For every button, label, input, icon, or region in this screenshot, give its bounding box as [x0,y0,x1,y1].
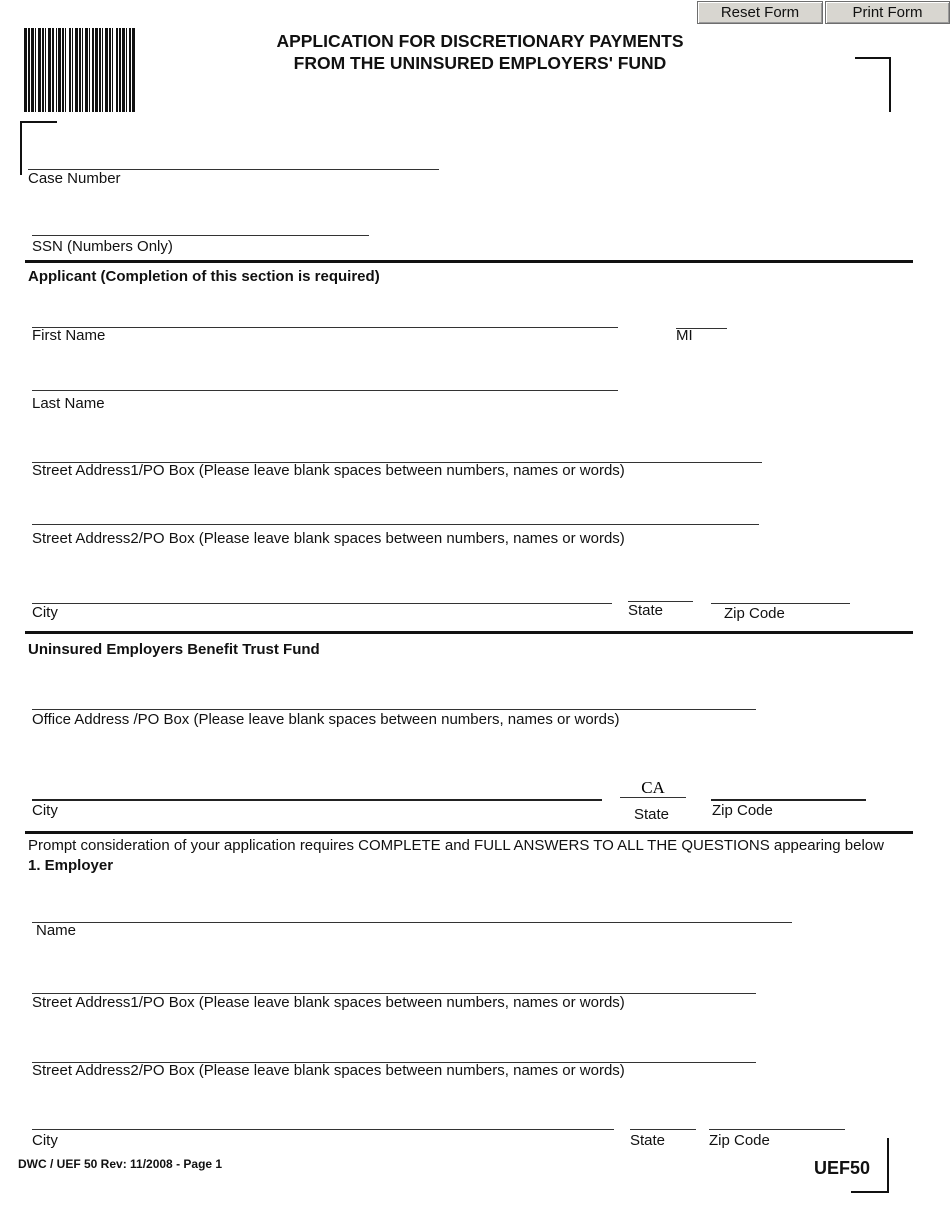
print-form-button[interactable]: Print Form [825,1,950,24]
fund-zip-label: Zip Code [712,802,773,819]
employer-zip-input[interactable] [709,1110,845,1130]
form-revision-footer: DWC / UEF 50 Rev: 11/2008 - Page 1 [18,1157,223,1171]
form-title-line1: APPLICATION FOR DISCRETIONARY PAYMENTS [276,31,684,51]
employer-street1-input[interactable] [32,974,756,994]
employer-street2-input[interactable] [32,1043,756,1063]
form-id-footer: UEF50 [814,1158,871,1178]
ssn-label: SSN (Numbers Only) [32,238,173,255]
section-divider [25,260,913,263]
employer-city-label: City [32,1132,58,1149]
reset-form-button[interactable]: Reset Form [697,1,823,24]
first-name-label: First Name [32,327,106,344]
applicant-state-input[interactable] [628,582,693,602]
applicant-street1-input[interactable] [32,443,762,463]
fund-office-address-label: Office Address /PO Box (Please leave blank spaces between numbers, names or words) [32,711,620,728]
fund-zip-input[interactable] [711,781,866,801]
fund-city-input[interactable] [32,781,602,801]
applicant-street2-label: Street Address2/PO Box (Please leave blank spaces between numbers, names or words) [32,530,625,547]
fund-state-label: State [634,806,670,823]
employer-state-input[interactable] [630,1110,696,1130]
applicant-last-name-input[interactable] [32,371,618,391]
case-number-input[interactable] [28,150,439,170]
applicant-mi-input[interactable] [676,309,727,329]
last-name-label: Last Name [32,395,105,412]
section-divider [25,631,913,634]
ssn-input[interactable] [32,216,369,236]
employer-street2-label: Street Address2/PO Box (Please leave blank spaces between numbers, names or words) [32,1062,625,1079]
applicant-street1-label: Street Address1/PO Box (Please leave blank spaces between numbers, names or words) [32,462,625,479]
employer-state-label: State [630,1132,666,1149]
applicant-zip-label: Zip Code [724,605,785,622]
applicant-state-label: State [628,602,664,619]
fund-state-input[interactable] [620,778,686,798]
employer-city-input[interactable] [32,1110,614,1130]
employer-zip-label: Zip Code [709,1132,770,1149]
employer-name-label: Name [36,922,77,939]
fund-heading: Uninsured Employers Benefit Trust Fund [28,641,320,658]
applicant-city-input[interactable] [32,584,612,604]
instructions-text: Prompt consideration of your application requires COMPLETE and FULL ANSWERS TO ALL THE QUESTIONS appearing below [28,837,884,854]
fund-city-label: City [32,802,58,819]
applicant-city-label: City [32,604,58,621]
applicant-heading: Applicant (Completion of this section is required) [28,268,380,285]
barcode [24,28,220,112]
applicant-zip-input[interactable] [711,584,850,604]
section-divider [25,831,913,834]
mi-label: MI [676,327,693,344]
employer-name-input[interactable] [32,903,792,923]
applicant-street2-input[interactable] [32,505,759,525]
applicant-first-name-input[interactable] [32,308,618,328]
corner-mark-top-right [855,57,891,112]
fund-office-address-input[interactable] [32,690,756,710]
form-title-line2: FROM THE UNINSURED EMPLOYERS' FUND [293,53,667,73]
employer-heading: 1. Employer [28,857,114,874]
employer-street1-label: Street Address1/PO Box (Please leave blank spaces between numbers, names or words) [32,994,625,1011]
case-number-label: Case Number [28,170,121,187]
